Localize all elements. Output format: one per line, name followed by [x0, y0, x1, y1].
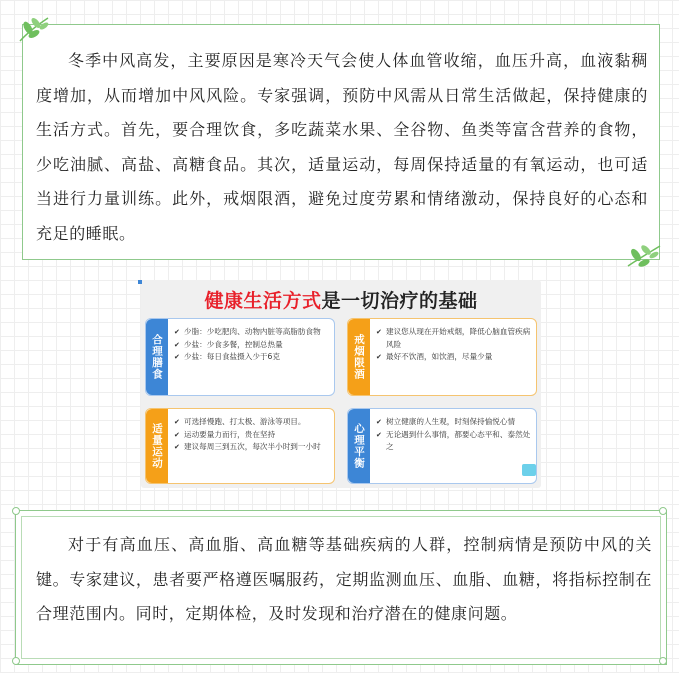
- frame-corner-ring: [659, 507, 667, 515]
- card-tab-label: 合理膳食: [146, 319, 168, 395]
- list-item: ✔ 运动要量力而行，贵在坚持: [174, 429, 330, 442]
- card-tab-label: 戒烟限酒: [348, 319, 370, 395]
- frame-corner-ring: [12, 657, 20, 665]
- card-mental-balance: [347, 408, 537, 484]
- list-item: ✔ 少盐：每日食盐摄入少于6克: [174, 351, 330, 364]
- healthy-lifestyle-infographic: [141, 280, 541, 488]
- infographic-title-rest: 是一切治疗的基础: [321, 290, 478, 312]
- leaf-decoration-icon: [16, 14, 54, 44]
- infographic-title-highlight: 健康生活方式: [204, 290, 322, 312]
- list-item: ✔ 最好不饮酒，如饮酒，尽量少量: [376, 351, 532, 364]
- intro-paragraph: 冬季中风高发，主要原因是寒冷天气会使人体血管收缩，血压升高，血液黏稠度增加，从而增加中风风险。专家强调，预防中风需从日常生活做起，保持健康的生活方式。首先，要合理饮食，多吃蔬菜水果、全谷物、鱼类等富含营养的食物，少吃油腻、高盐、高糖食品。其次，适量运动，每周保持适量的有氧运动，也可适当进行力量训练。此外，戒烟限酒，避免过度劳累和情绪激动，保持良好的心态和充足的睡眠。: [36, 51, 648, 243]
- card-moderate-exercise: [145, 408, 335, 484]
- leaf-decoration-icon: [624, 240, 664, 270]
- list-item: ✔ 无论遇到什么事情，都要心态平和、泰然处之: [376, 429, 532, 454]
- infographic-title: [141, 286, 541, 313]
- frame-corner-ring: [659, 657, 667, 665]
- card-tab-label: 适量运动: [146, 409, 168, 483]
- list-item: ✔ 树立健康的人生观，时刻保持愉悦心情: [376, 416, 532, 429]
- card-reasonable-diet: [145, 318, 335, 396]
- card-tab-label: 心理平衡: [348, 409, 370, 483]
- corner-marker: [138, 280, 142, 284]
- list-item: ✔ 可选择慢跑、打太极、游泳等项目。: [174, 416, 330, 429]
- advice-paragraph: 对于有高血压、高血脂、高血糖等基础疾病的人群，控制病情是预防中风的关键。专家建议，患者要严格遵医嘱服药，定期监测血压、血脂、血糖，将指标控制在合理范围内。同时，定期体检，及时发现和治疗潜在的健康问题。: [36, 535, 652, 623]
- list-item: ✔ 少脂：少吃肥肉、动物内脏等高脂肪食物: [174, 326, 330, 339]
- list-item: ✔ 建议每周三到五次，每次半小时到一小时: [174, 441, 330, 454]
- frame-corner-ring: [12, 507, 20, 515]
- corner-decoration: [522, 464, 536, 476]
- list-item: ✔ 建议您从现在开始戒烟，降低心脑血管疾病风险: [376, 326, 532, 351]
- card-quit-smoking: [347, 318, 537, 396]
- list-item: ✔ 少盐：少食多餐，控制总热量: [174, 339, 330, 352]
